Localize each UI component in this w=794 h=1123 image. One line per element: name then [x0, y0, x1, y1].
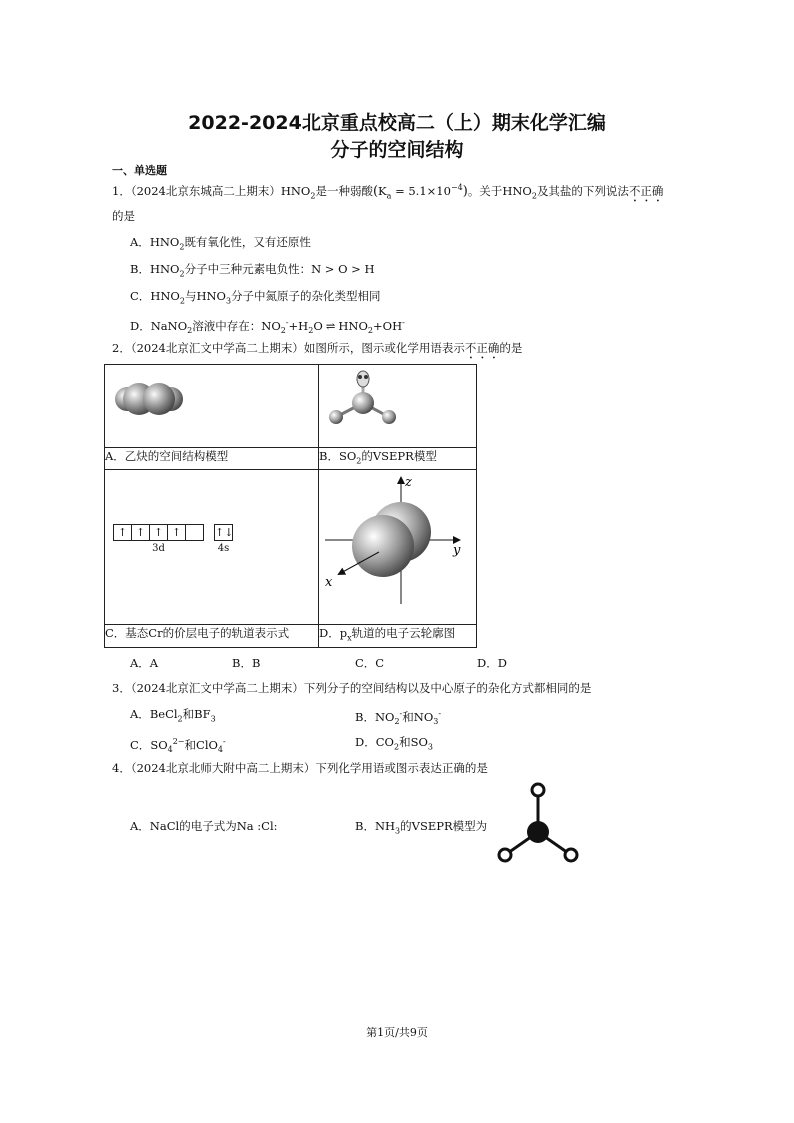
z-label: z: [405, 475, 412, 491]
q3-option-b[interactable]: B．$NO_2^-$和$NO_3^-$: [355, 709, 442, 727]
question-4-stem: 4．（2024北京北师大附中高二上期末）下列化学用语或图示表达正确的是: [112, 761, 488, 775]
px-orbital-diagram: [319, 470, 476, 620]
q1-option-d[interactable]: D．NaNO$_2$溶液中存在：$NO_2^-+H_2O$ ⇌ $HNO_2+OH^-$: [130, 318, 405, 336]
acetylene-model-icon: [105, 365, 318, 443]
equilibrium-arrow-icon: ⇌: [325, 318, 336, 333]
stem-text: 。关于: [467, 183, 503, 198]
q2-option-d[interactable]: D．D: [477, 656, 507, 670]
section-heading: 一、单选题: [112, 164, 167, 177]
q2-option-a[interactable]: A．A: [130, 656, 159, 670]
page-subtitle: 分子的空间结构: [330, 139, 464, 161]
q1-option-c[interactable]: C．$HNO_2$与$HNO_3$分子中氮原子的杂化类型相同: [130, 289, 381, 306]
emphasis-text: 不正确: [464, 341, 500, 355]
cell-c-image: [105, 470, 319, 625]
so2-vsepr-model-icon: [319, 365, 476, 443]
cell-d-caption: D．$p_x$轨道的电子云轮廓图: [319, 625, 477, 647]
question-2-stem: 2．（2024北京汇文中学高二上期末）如图所示，图示或化学用语表示不正确的是: [112, 341, 523, 355]
ka-expression: (: [372, 183, 379, 199]
q4-option-a[interactable]: A．NaCl的电子式为Na :Cl:: [130, 819, 278, 833]
formula-hno2: $HNO_2$: [280, 183, 316, 201]
ka-value: = 5.1×10: [391, 183, 451, 198]
ka-exponent: −4: [450, 183, 463, 192]
q3-option-d[interactable]: D．$CO_2$和$SO_3$: [355, 735, 433, 752]
q2-option-c[interactable]: C．C: [355, 656, 385, 670]
nh3-vsepr-model-icon: [492, 780, 584, 866]
ka-paren: ): [462, 183, 468, 199]
question-1-tail: 的是: [112, 209, 135, 223]
question-number: 1．: [112, 183, 131, 198]
page-footer: 第1页/共9页: [366, 1026, 428, 1039]
page-title: 2022-2024北京重点校高二（上）期末化学汇编: [188, 112, 606, 134]
cell-c-caption: C．基态Cr的价层电子的轨道表示式: [105, 625, 319, 647]
y-label: y: [453, 543, 461, 559]
question-source: （2024北京东城高二上期末）: [130, 183, 281, 198]
q4-option-b[interactable]: B．$NH_3$的VSEPR模型为: [355, 819, 488, 836]
label-4s: 4s: [217, 543, 230, 555]
orbital-3d-boxes: ↑ ↑ ↑ ↑: [113, 524, 204, 541]
label-3d: 3d: [152, 543, 165, 555]
q1-option-a[interactable]: A．$HNO_2$既有氧化性，又有还原性: [130, 235, 311, 252]
figure-table: [104, 364, 477, 648]
q1-option-b[interactable]: B．$HNO_2$分子中三种元素电负性：N > O > H: [130, 262, 375, 279]
orbital-4s-box: ↑↓: [215, 526, 234, 540]
cell-b-image: [319, 365, 477, 448]
q3-option-a[interactable]: A．BeCl$_2$和$BF_3$: [130, 707, 216, 724]
ka-symbol: $K_a$: [378, 183, 392, 201]
cell-d-image: [319, 470, 477, 625]
cell-a-caption: A．乙炔的空间结构模型: [105, 448, 319, 470]
nacl-electron-formula: Na :Cl:: [236, 819, 278, 833]
stem-text: 及其盐的下列说法: [536, 183, 629, 198]
emphasis-text: 不正确: [628, 183, 664, 198]
formula-hno2: $HNO_2$: [502, 183, 537, 201]
stem-text: 是一种弱酸: [315, 183, 373, 198]
cell-b-caption: B．$SO_2$的VSEPR模型: [319, 448, 477, 470]
x-label: x: [325, 575, 333, 591]
q3-option-c[interactable]: C．$SO_4^{2-}$和ClO$_4$-: [130, 737, 226, 755]
question-1-stem: [112, 180, 663, 205]
q2-option-b[interactable]: B．B: [232, 656, 261, 670]
question-3-stem: 3．（2024北京汇文中学高二上期末）下列分子的空间结构以及中心原子的杂化方式都相同的是: [112, 681, 592, 695]
cell-a-image: [105, 365, 319, 448]
